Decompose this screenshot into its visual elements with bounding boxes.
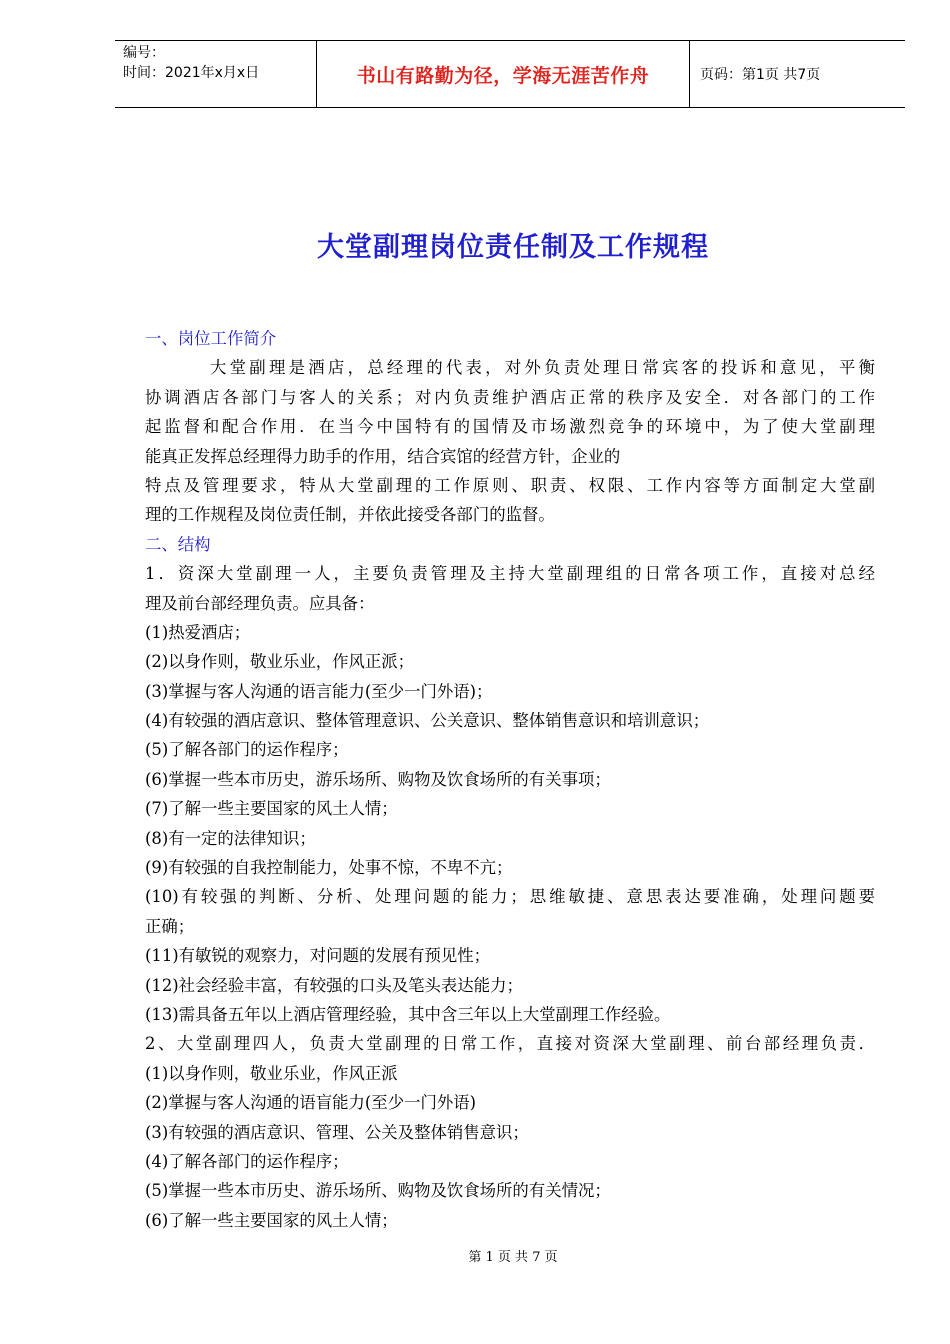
page-header [115, 40, 905, 108]
paragraph-line: (6)掌握一些本市历史，游乐场所、购物及饮食场所的有关事项； [145, 769, 611, 789]
paragraph-line: 1．资深大堂副理一人，主要负责管理及主持大堂副理组的日常各项工作，直接对总经 [145, 564, 875, 584]
paragraph-line: (2)掌握与客人沟通的语盲能力(至少一门外语) [145, 1093, 477, 1113]
number-label: 编号： [123, 45, 165, 61]
paragraph-line: (2)以身作则，敬业乐业，作风正派； [145, 652, 415, 672]
paragraph-line: (4)了解各部门的运作程序； [145, 1151, 349, 1171]
paragraph-line: 协调酒店各部门与客人的关系；对内负责维护酒店正常的秩序及安全．对各部门的工作 [145, 387, 875, 407]
paragraph-line: (10)有较强的判断、分析、处理问题的能力；思维敏捷、意思表达要准确，处理问题要 [145, 887, 875, 907]
header-info [115, 41, 316, 107]
paragraph-line: 大堂副理是酒店，总经理的代表，对外负责处理日常宾客的投诉和意见，平衡 [210, 358, 875, 378]
paragraph-line: (8)有一定的法律知识； [145, 828, 316, 848]
section-heading: 一、岗位工作简介 [145, 329, 277, 348]
paragraph-line: 2、大堂副理四人，负责大堂副理的日常工作，直接对资深大堂副理、前台部经理负责． [145, 1034, 875, 1054]
document-title: 大堂副理岗位责任制及工作规程 [317, 232, 709, 263]
paragraph-line: 正确； [145, 916, 195, 936]
header-motto: 书山有路勤为径，学海无涯苦作舟 [316, 41, 690, 107]
section-heading: 二、结构 [145, 534, 211, 554]
paragraph-line: (5)了解各部门的运作程序； [145, 740, 349, 760]
paragraph-line: 理及前台部经理负责。应具备： [145, 593, 375, 613]
paragraph-line: 能真正发挥总经理得力助手的作用，结合宾馆的经营方针，企业的 [145, 446, 621, 466]
time-label: 时间：2021年x月x日 [123, 65, 260, 81]
paragraph-line: 特点及管理要求，特从大堂副理的工作原则、职责、权限、工作内容等方面制定大堂副 [145, 475, 875, 495]
paragraph-line: (1)热爱酒店； [145, 622, 251, 642]
paragraph-line: (1)以身作则，敬业乐业，作风正派 [145, 1063, 398, 1083]
document-body [145, 324, 875, 1235]
paragraph-line: (3)有较强的酒店意识、管理、公关及整体销售意识； [145, 1122, 529, 1142]
page-footer: 第 1 页 共 7 页 [468, 1250, 558, 1265]
paragraph-line: (6)了解一些主要国家的风土人情； [145, 1210, 398, 1230]
paragraph-line: (5)掌握一些本市历史、游乐场所、购物及饮食场所的有关情况； [145, 1181, 611, 1201]
header-page-label: 页码：第1页 共7页 [700, 67, 821, 83]
paragraph-line: (4)有较强的酒店意识、整体管理意识、公关意识、整体销售意识和培训意识； [145, 711, 710, 731]
paragraph-line: (3)掌握与客人沟通的语言能力(至少一门外语)； [145, 681, 493, 701]
paragraph-line: (7)了解一些主要国家的风土人情； [145, 799, 398, 819]
paragraph-line: 理的工作规程及岗位责任制，并依此接受各部门的监督。 [145, 505, 555, 525]
paragraph-line: (11)有敏锐的观察力，对问题的发展有预见性； [145, 946, 491, 966]
paragraph-line: 起监督和配合作用．在当今中国特有的国情及市场激烈竞争的环境中，为了使大堂副理 [145, 417, 875, 437]
paragraph-line: (13)需具备五年以上酒店管理经验，其中含三年以上大堂副理工作经验。 [145, 1004, 671, 1024]
paragraph-line: (9)有较强的自我控制能力，处事不惊，不卑不亢； [145, 858, 513, 878]
paragraph-line: (12)社会经验丰富，有较强的口头及笔头表达能力； [145, 975, 523, 995]
